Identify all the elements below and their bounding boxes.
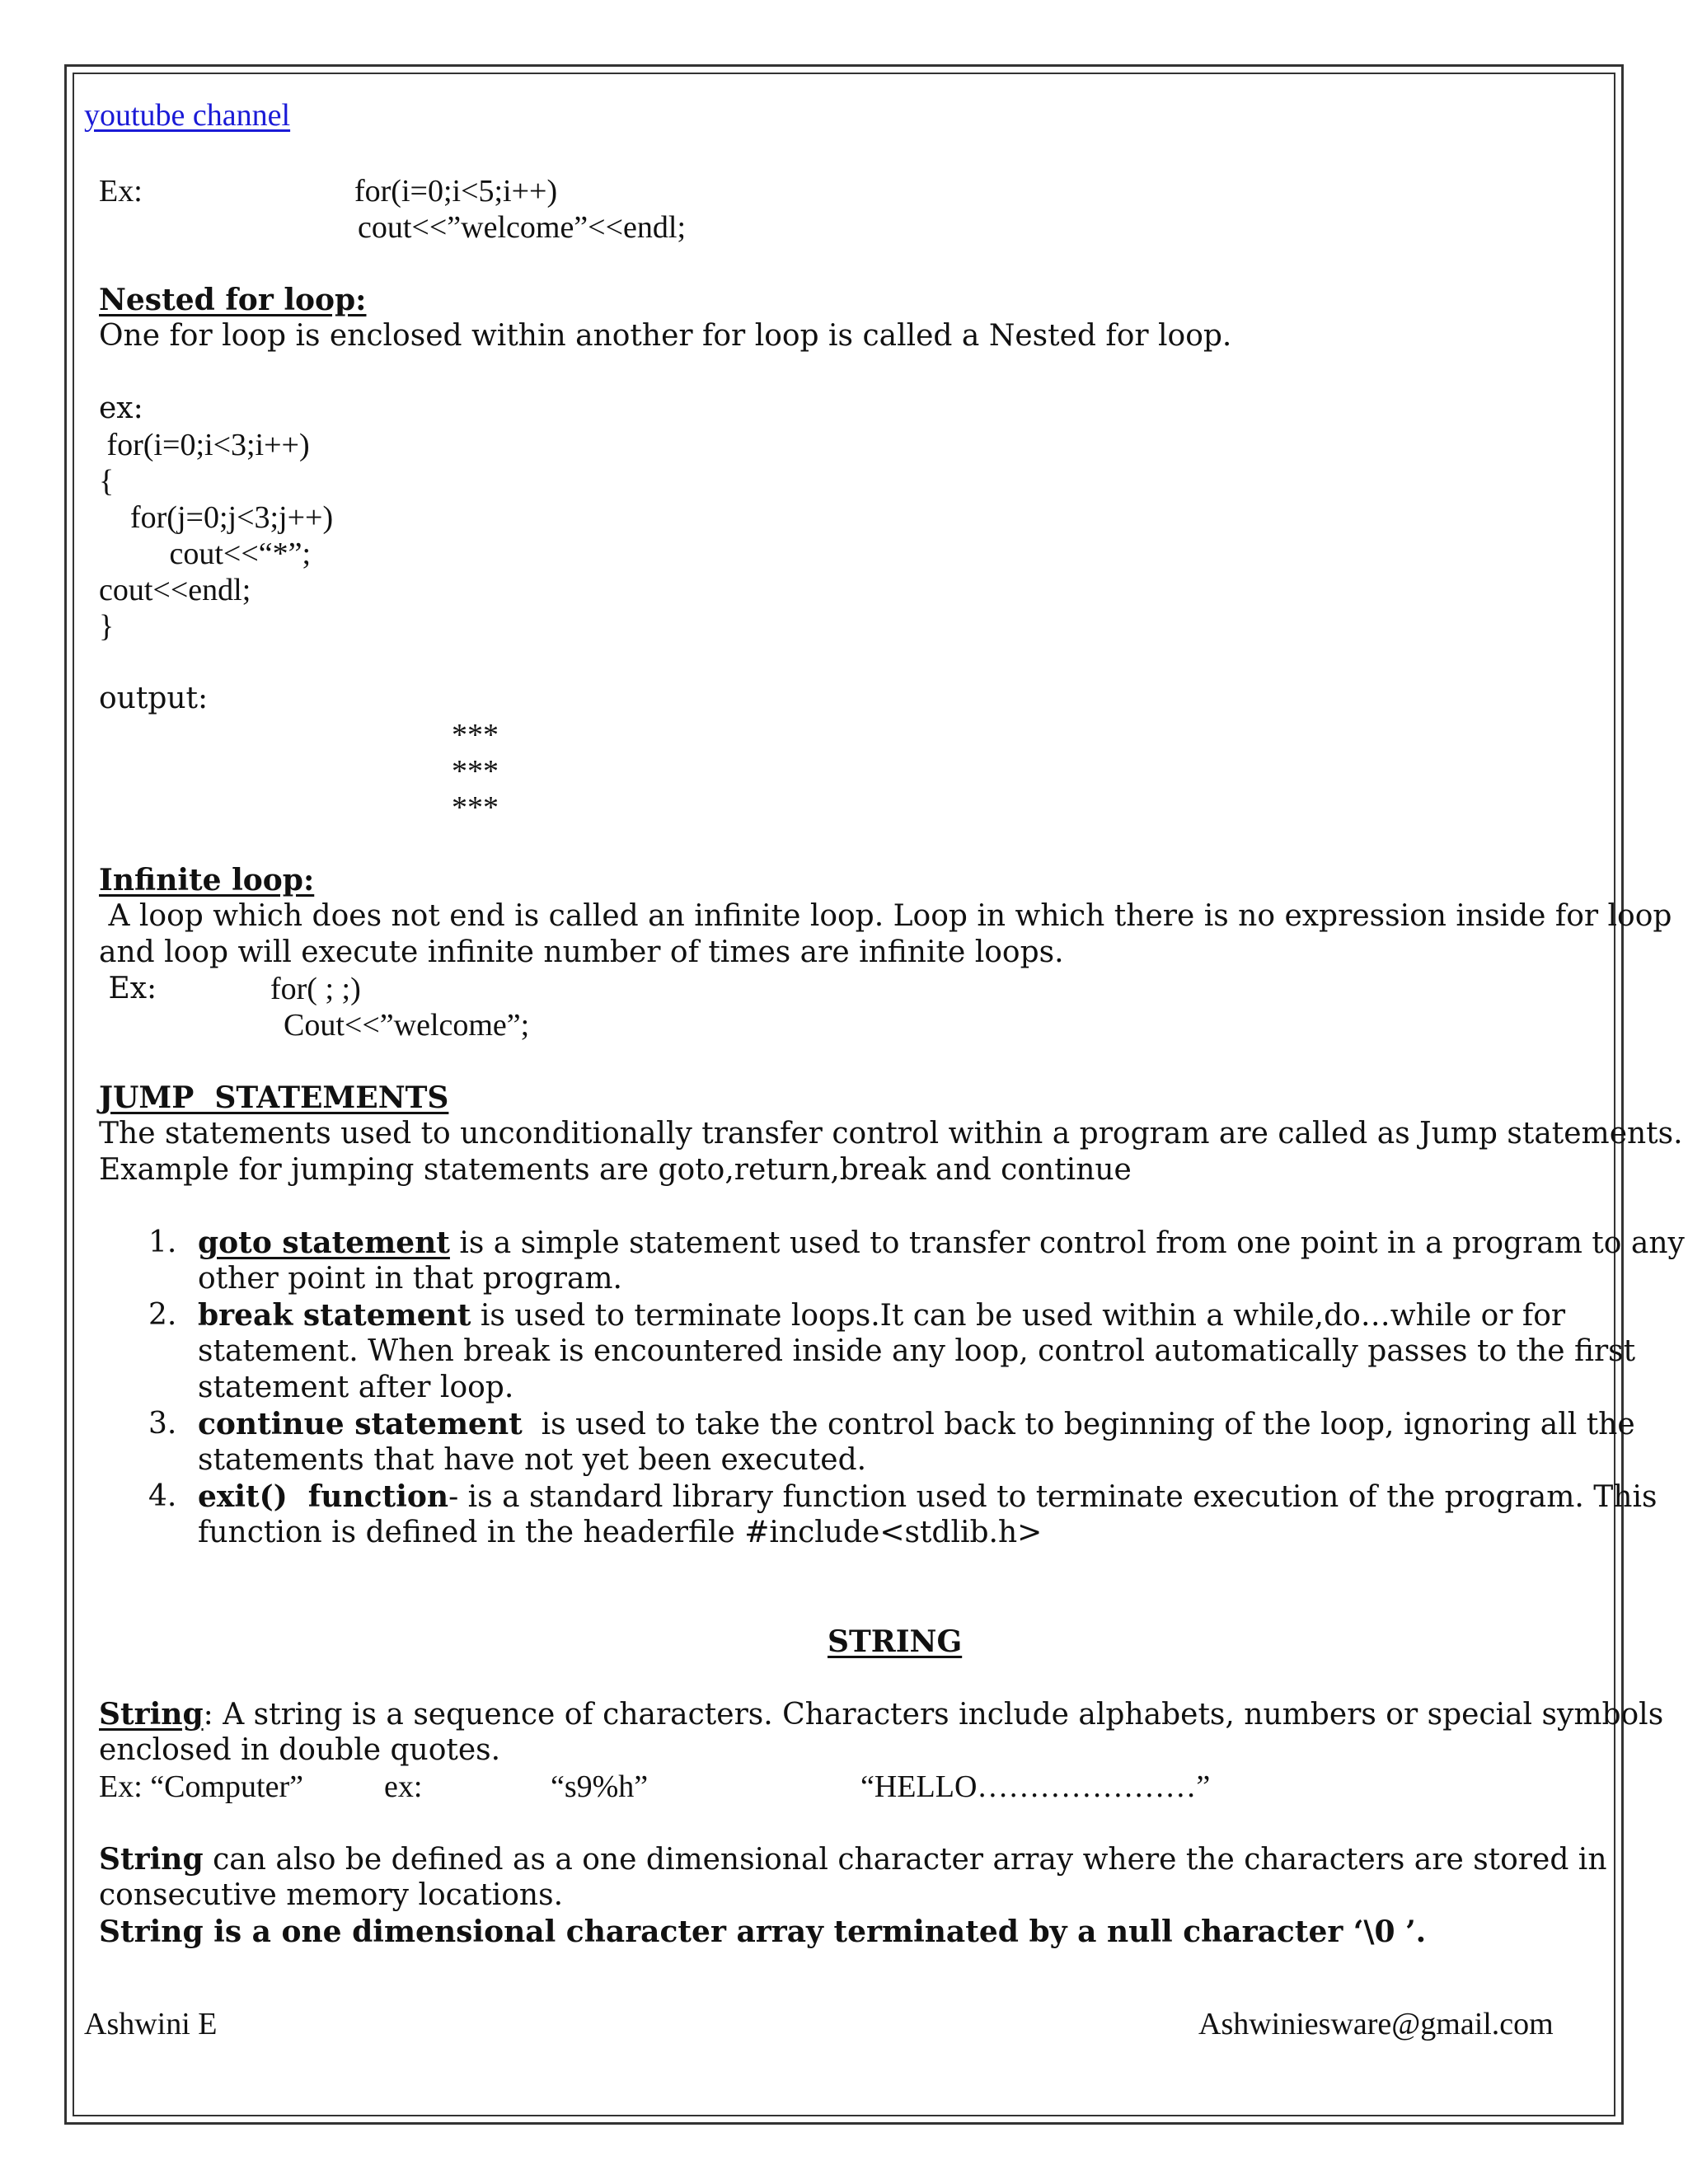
output-line: *** bbox=[452, 718, 499, 752]
break-desc: is used to terminate loops.It can be used within a while,do…while or for bbox=[471, 1299, 1566, 1333]
list-item-number: 3. bbox=[148, 1407, 177, 1441]
string-definition bbox=[99, 1696, 1663, 1733]
infinite-ex-line-2: Cout<<”welcome”; bbox=[284, 1008, 530, 1043]
list-item-continuation: statement after loop. bbox=[198, 1371, 514, 1404]
break-term: break statement bbox=[198, 1298, 471, 1333]
infinite-loop-desc-2: and loop will execute infinite number of times are infinite loops. bbox=[99, 935, 1064, 969]
nested-code-line: { bbox=[99, 464, 115, 499]
string-term-2: String bbox=[99, 1842, 204, 1877]
nested-code-line: for(i=0;i<3;i++) bbox=[99, 428, 310, 462]
exit-desc: - is a standard library function used to terminate execution of the program. This bbox=[448, 1480, 1658, 1514]
string-paragraph-2 bbox=[99, 1841, 1607, 1878]
string-p2-continuation: consecutive memory locations. bbox=[99, 1878, 564, 1912]
list-item-continuation: other point in that program. bbox=[198, 1262, 623, 1296]
list-item-break bbox=[198, 1297, 1565, 1334]
list-item-continue bbox=[198, 1406, 1635, 1443]
ex1-label: Ex: bbox=[99, 174, 143, 209]
string-p2-text: can also be defined as a one dimensional character array where the characters are stored in bbox=[203, 1843, 1607, 1877]
ex1-code-line-2: cout<<”welcome”<<endl; bbox=[358, 210, 687, 245]
string-example-2: “s9%h” bbox=[551, 1769, 649, 1804]
string-null-terminator-note: String is a one dimensional character array terminated by a null character ‘\0 ’. bbox=[99, 1915, 1427, 1949]
output-label: output: bbox=[99, 682, 209, 715]
string-def-text: : A string is a sequence of characters. Characters include alphabets, numbers or special symbols bbox=[203, 1698, 1664, 1732]
output-line: *** bbox=[452, 790, 499, 825]
jump-statements-heading: JUMP STATEMENTS bbox=[99, 1080, 449, 1115]
string-example-3: “HELLO…………………” bbox=[860, 1769, 1211, 1804]
infinite-ex-line-1: for( ; ;) bbox=[270, 972, 361, 1006]
ex1-code-line-1: for(i=0;i<5;i++) bbox=[354, 174, 558, 209]
infinite-loop-heading: Infinite loop: bbox=[99, 863, 315, 898]
nested-code-line: cout<<“*”; bbox=[99, 537, 312, 571]
nested-code-line: for(j=0;j<3;j++) bbox=[99, 500, 334, 535]
footer-author: Ashwini E bbox=[84, 2007, 218, 2041]
jump-desc-2: Example for jumping statements are goto,return,break and continue bbox=[99, 1153, 1132, 1187]
youtube-channel-link[interactable]: youtube channel bbox=[84, 98, 291, 133]
goto-term: goto statement bbox=[198, 1226, 450, 1260]
footer-email: Ashwiniesware@gmail.com bbox=[1198, 2007, 1554, 2041]
infinite-ex-label: Ex: bbox=[99, 972, 157, 1005]
list-item-continuation: function is defined in the headerfile #include<stdlib.h> bbox=[198, 1516, 1043, 1549]
string-def-continuation: enclosed in double quotes. bbox=[99, 1733, 501, 1767]
goto-desc: is a simple statement used to transfer control from one point in a program to any bbox=[449, 1226, 1685, 1260]
list-item-continuation: statements that have not yet been executed. bbox=[198, 1443, 867, 1477]
list-item-number: 1. bbox=[148, 1226, 177, 1259]
nested-code-line: cout<<endl; bbox=[99, 573, 251, 607]
list-item-goto bbox=[198, 1225, 1685, 1262]
string-term: String bbox=[99, 1697, 204, 1732]
output-line: *** bbox=[452, 754, 499, 789]
list-item-number: 2. bbox=[148, 1298, 177, 1332]
list-item-number: 4. bbox=[148, 1479, 177, 1513]
string-title: STRING bbox=[828, 1624, 963, 1659]
nested-code-line: } bbox=[99, 609, 115, 644]
string-example-label: ex: bbox=[384, 1769, 423, 1804]
nested-loop-heading: Nested for loop: bbox=[99, 283, 367, 317]
nested-loop-description: One for loop is enclosed within another for loop is called a Nested for loop. bbox=[99, 319, 1232, 353]
continue-desc: is used to take the control back to beginning of the loop, ignoring all the bbox=[522, 1408, 1635, 1441]
string-example-1: Ex: “Computer” bbox=[99, 1769, 303, 1804]
nested-ex-label: ex: bbox=[99, 391, 143, 425]
jump-desc-1: The statements used to unconditionally transfer control within a program are called as Jump statements. bbox=[99, 1117, 1683, 1151]
list-item-continuation: statement. When break is encountered inside any loop, control automatically passes to the first bbox=[198, 1334, 1636, 1368]
continue-term: continue statement bbox=[198, 1407, 523, 1441]
infinite-loop-desc-1: A loop which does not end is called an infinite loop. Loop in which there is no expression inside for loop bbox=[99, 899, 1672, 933]
list-item-exit bbox=[198, 1479, 1657, 1516]
exit-term: exit() function bbox=[198, 1479, 449, 1514]
